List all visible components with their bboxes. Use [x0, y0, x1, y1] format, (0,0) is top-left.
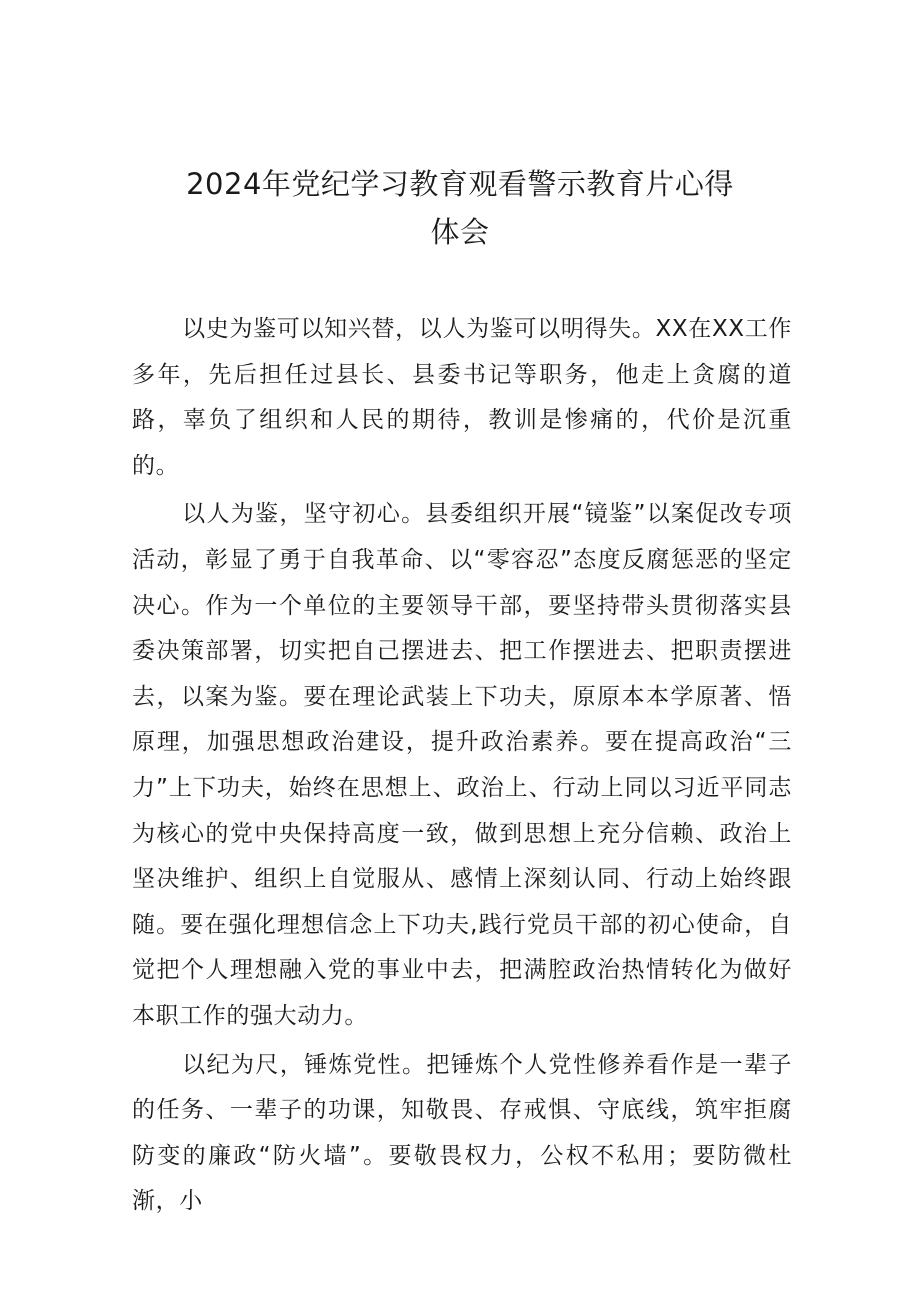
paragraph-intro: 以史为鉴可以知兴替，以人为鉴可以明得失。XX在XX工作多年，先后担任过县长、县委书记等职务，他走上贪腐的道路，辜负了组织和人民的期待，教训是惨痛的，代价是沉重的。 — [132, 316, 792, 479]
document-body — [132, 307, 792, 1225]
paragraph-mirror: 以人为鉴，坚守初心。县委组织开展“镜鉴”以案促改专项活动，彰显了勇于自我革命、以“零容忍”态度反腐惩恶的坚定决心。作为一个单位的主要领导干部，要坚持带头贯彻落实县委决策部署，切实把自己摆进去、把工作摆进去、把职责摆进去，以案为鉴。要在理论武装上下功夫，原原本本学原著、悟原理，加强思想政治建设，提升政治素养。要在提高政治“三力”上下功夫，始终在思想上、政治上、行动上同以习近平同志为核心的党中央保持高度一致，做到思想上充分信赖、政治上坚决维护、组织上自觉服从、感情上深刻认同、行动上始终跟随。要在强化理想信念上下功夫,践行党员干部的初心使命，自觉把个人理想融入党的事业中去，把满腔政治热情转化为做好本职工作的强大动力。 — [132, 501, 792, 1029]
paragraph-discipline: 以纪为尺，锤炼党性。把锤炼个人党性修养看作是一辈子的任务、一辈子的功课，知敬畏、存戒惧、守底线，筑牢拒腐防变的廉政“防火墙”。要敬畏权力，公权不私用；要防微杜渐，小 — [132, 1051, 792, 1215]
title-line-2: 体会 — [430, 215, 490, 249]
title-line-1: 2024年党纪学习教育观看警示教育片心得 — [186, 167, 734, 201]
document-title — [150, 160, 770, 256]
